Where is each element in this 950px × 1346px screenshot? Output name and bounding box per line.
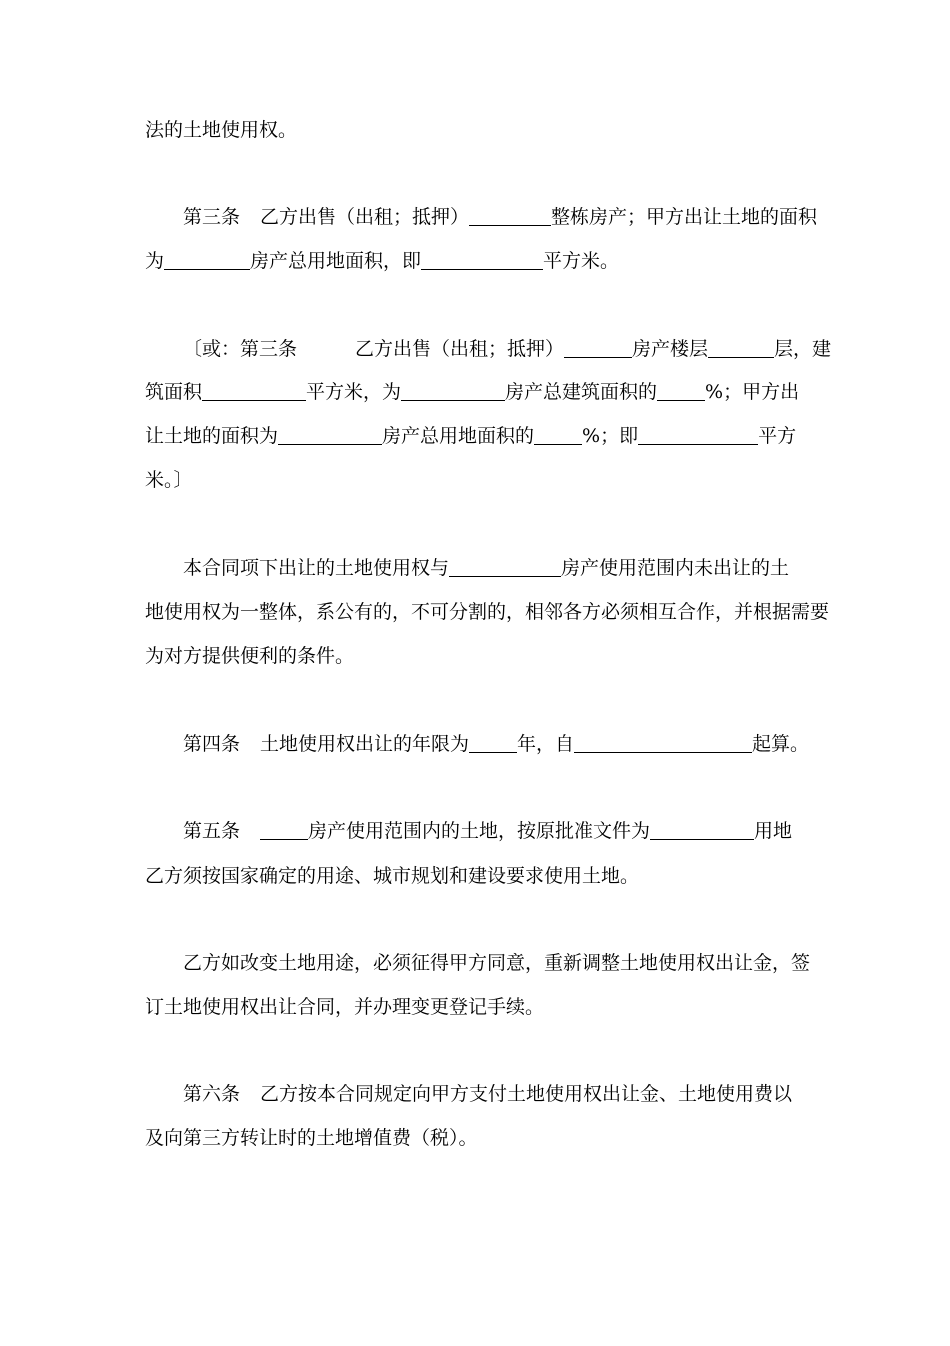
article-6-line-1 [183,1080,863,1108]
paragraph-line [183,949,863,977]
fill-in-blank [650,820,754,840]
text: 乙方须按国家确定的用途、城市规划和建设要求使用土地。 [145,865,640,887]
text: 年，自 [517,733,575,755]
text: 层，建 [774,338,832,360]
article-label: 第三条 [183,206,241,228]
text: 整栋房产；甲方出让土地的面积 [551,206,818,228]
fill-in-blank [574,733,752,753]
article-label: 第四条 [183,733,241,755]
alt-article-label: 〔或：第三条 [183,338,298,360]
text: 房产总建筑面积的 [505,381,658,403]
text-line [145,116,825,144]
alt-article-3-line-2 [145,378,825,406]
paragraph-line [145,993,825,1021]
fill-in-blank [657,381,705,401]
article-6-line-2 [145,1124,825,1152]
article-4-line-1 [183,730,863,758]
alt-article-3-line-3 [145,422,825,450]
fill-in-blank [421,250,543,270]
article-label: 第五条 [183,820,241,842]
text: 米。〕 [145,469,193,491]
fill-in-blank [449,557,561,577]
text: 用地 [754,820,793,842]
text: 房产楼层 [632,338,709,360]
fill-in-blank [469,206,551,226]
text: 土地使用权出让的年限为 [260,733,470,755]
text: 乙方按本合同规定向甲方支付土地使用权出让金、土地使用费以 [260,1083,793,1105]
text: 起算。 [752,733,810,755]
text: %；甲方出 [705,381,800,403]
article-label: 第六条 [183,1083,241,1105]
article-5-line-1 [183,817,863,845]
fill-in-blank [401,381,505,401]
fill-in-blank [708,338,774,358]
fill-in-blank [278,425,382,445]
text: 房产总用地面积的 [382,425,535,447]
text: 为 [145,250,165,272]
text: 房产使用范围内未出让的土 [561,557,790,579]
fill-in-blank [260,820,308,840]
text: 平方米。 [543,250,620,272]
text: 法的土地使用权。 [145,119,298,141]
text: 及向第三方转让时的土地增值费（税）。 [145,1127,478,1149]
alt-article-3-line-1 [183,335,863,363]
text: 筑面积 [145,381,203,403]
text: %；即 [582,425,639,447]
text: 为对方提供便利的条件。 [145,645,355,667]
text: 平方米，为 [306,381,402,403]
fill-in-blank [534,425,582,445]
text: 平方 [758,425,797,447]
text: 订土地使用权出让合同，并办理变更登记手续。 [145,996,545,1018]
fill-in-blank [202,381,306,401]
fill-in-blank [469,733,517,753]
article-3-line-2 [145,247,825,275]
article-5-line-2 [145,862,825,890]
text: 乙方出售（出租；抵押） [355,338,565,360]
text: 房产总用地面积，即 [250,250,422,272]
text: 地使用权为一整体，系公有的，不可分割的，相邻各方必须相互合作，并根据需要 [145,601,830,623]
text: 乙方出售（出租；抵押） [260,206,470,228]
text: 乙方如改变土地用途，必须征得甲方同意，重新调整土地使用权出让金，签 [183,952,811,974]
fill-in-blank [638,425,758,445]
fill-in-blank [564,338,632,358]
text: 房产使用范围内的土地，按原批准文件为 [308,820,651,842]
paragraph-line [145,598,830,626]
alt-article-3-line-4 [145,466,825,494]
article-3-line-1 [183,203,863,231]
text: 让土地的面积为 [145,425,279,447]
paragraph-line [183,554,863,582]
text: 本合同项下出让的土地使用权与 [183,557,450,579]
fill-in-blank [164,250,250,270]
paragraph-line [145,642,825,670]
